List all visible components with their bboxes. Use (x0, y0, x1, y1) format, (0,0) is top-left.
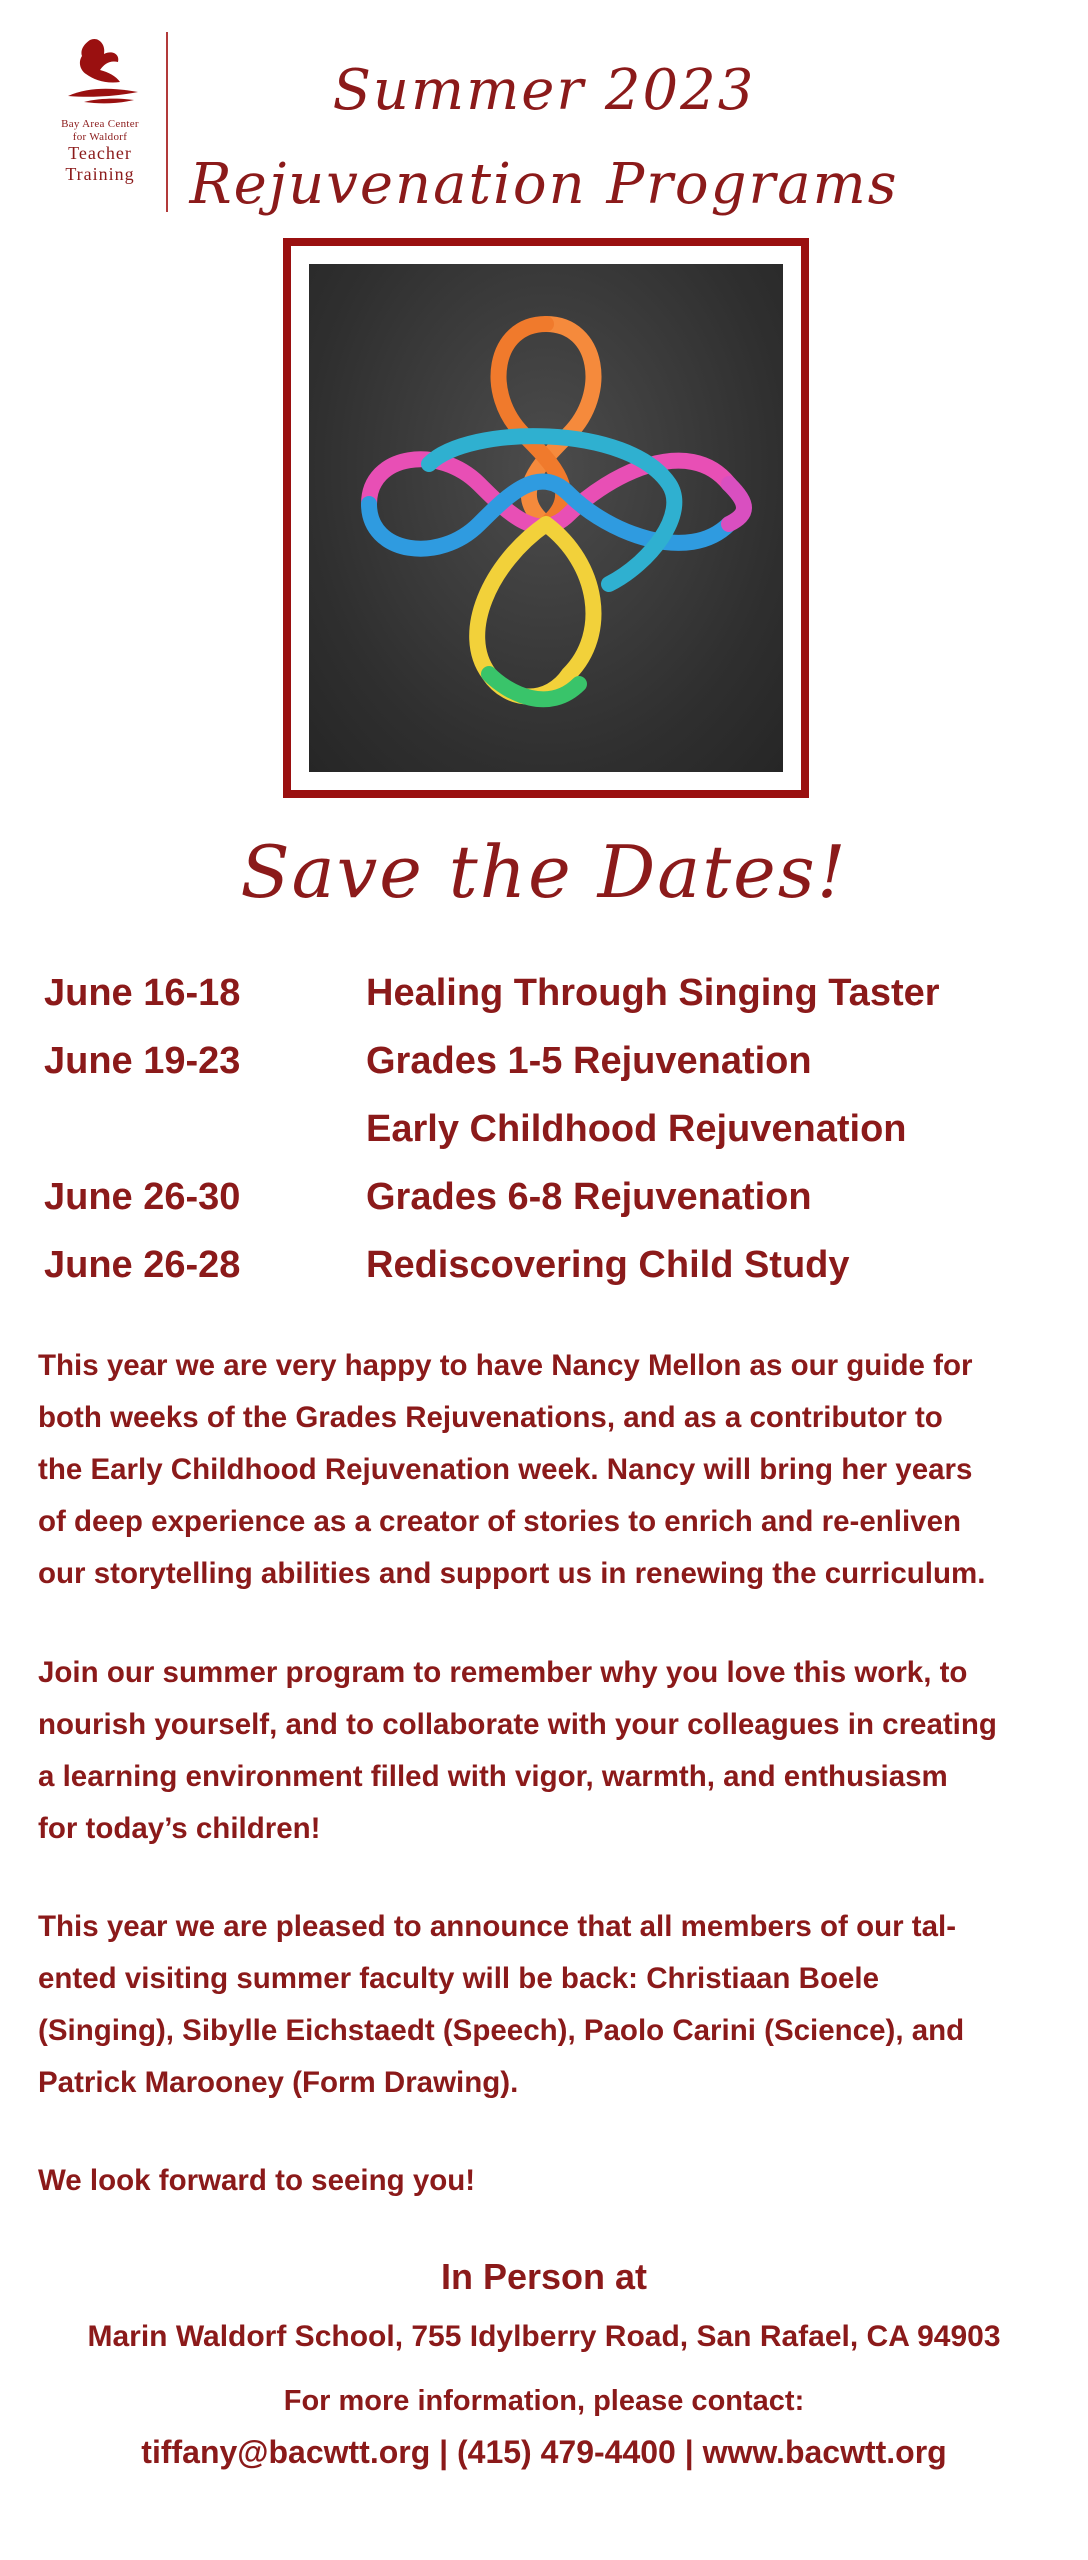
faculty-paragraph: This year we are pleased to announce that all members of our tal- ented visiting summer faculty will be back: Christiaan Boele (Singing), Sibylle Eichstaedt (Speech), Paolo Carini (Science), and Patrick Marooney (Form Drawing). (38, 1910, 965, 2099)
schedule-row (44, 1162, 1044, 1230)
chalkboard-image (309, 264, 783, 772)
schedule-program: Grades 6-8 Rejuvenation (366, 1176, 812, 1218)
logo-line-3: Teacher (68, 143, 132, 164)
schedule-date: June 19-23 (44, 1040, 241, 1082)
in-person-heading: In Person at (440, 2256, 648, 2297)
schedule-program: Healing Through Singing Taster (366, 972, 940, 1014)
more-info-label: For more information, please contact: (283, 2385, 805, 2417)
intro-paragraph: This year we are very happy to have Nancy Mellon as our guide for both weeks of the Grades Rejuvenations, and as a contributor to the Early Childhood Rejuvenation week. Nancy will bring her years of deep experience as a creator of stories to enrich and re-enliven our storytelling abilities and support us in renewing the curriculum. (38, 1349, 986, 1590)
logo-line-1: Bay Area Center (61, 118, 139, 130)
closing-paragraph: We look forward to seeing you! (38, 2164, 476, 2197)
schedule-list (44, 958, 1044, 1298)
schedule-row (44, 1094, 1044, 1162)
page-title-line-1: Summer 2023 (332, 58, 756, 123)
save-the-dates-heading: Save the Dates! (240, 830, 848, 914)
schedule-program: Rediscovering Child Study (366, 1244, 850, 1286)
schedule-row (44, 1026, 1044, 1094)
join-paragraph: Join our summer program to remember why you love this work, to nourish yourself, and to collaborate with your colleagues in creating a learning environment filled with vigor, warmth, and enthusiasm for today’s children! (38, 1656, 997, 1845)
schedule-program: Grades 1-5 Rejuvenation (366, 1040, 812, 1082)
venue-address: Marin Waldorf School, 755 Idylberry Road, San Rafael, CA 94903 (87, 2320, 1001, 2353)
logo-line-4: Training (65, 163, 135, 184)
contact-details: tiffany@bacwtt.org | (415) 479-4400 | www.bacwtt.org (141, 2434, 947, 2470)
schedule-date: June 26-30 (44, 1176, 241, 1218)
schedule-program: Early Childhood Rejuvenation (366, 1108, 907, 1150)
schedule-row (44, 958, 1044, 1026)
schedule-date: June 16-18 (44, 972, 241, 1014)
framed-artwork (283, 238, 809, 798)
schedule-date: June 26-28 (44, 1244, 241, 1286)
logo-line-2: for Waldorf (72, 130, 128, 143)
schedule-row (44, 1230, 1044, 1298)
celtic-knot-drawing (309, 264, 783, 772)
page-title-line-2: Rejuvenation Programs (189, 152, 899, 217)
